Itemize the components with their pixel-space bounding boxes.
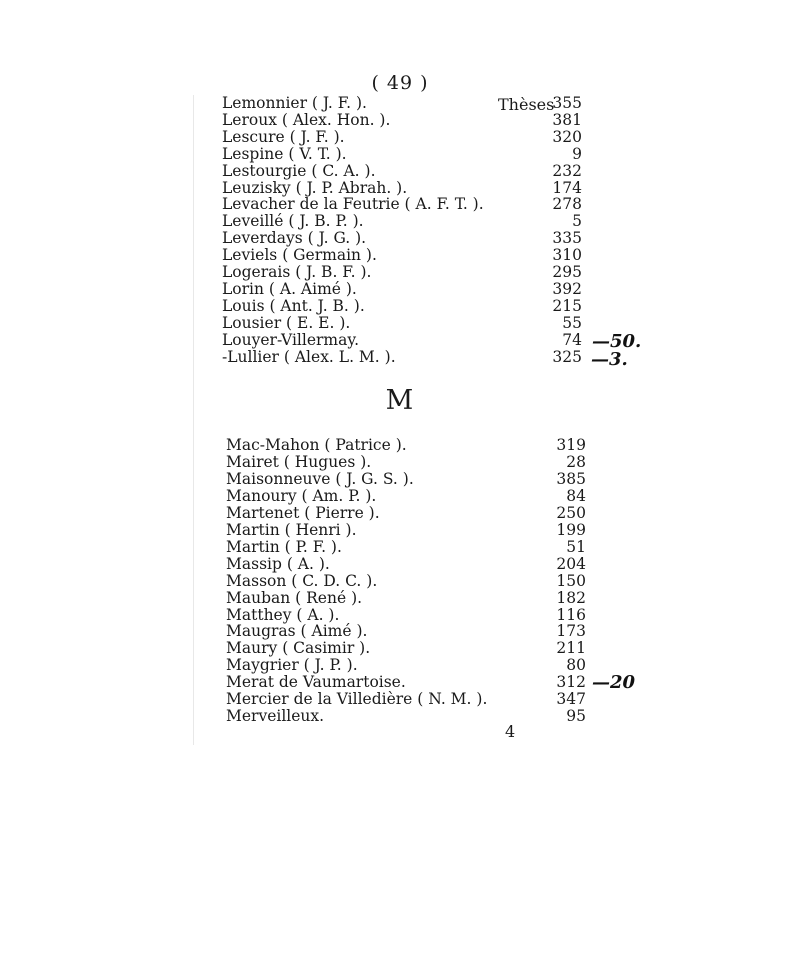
entry-name: Lestourgie ( C. A. ). [222, 161, 376, 180]
entry-name: Masson ( C. D. C. ). [226, 571, 378, 590]
entry-name: Mercier de la Villedière ( N. M. ). [226, 690, 488, 709]
entry-name: Lousier ( E. E. ). [222, 313, 351, 332]
index-entry [0, 112, 800, 129]
entry-number: 204 [556, 554, 586, 573]
index-entry [0, 590, 800, 607]
handwritten-annotation: —20 [592, 672, 636, 693]
index-entry [0, 573, 800, 590]
index-entry [0, 505, 800, 522]
index-entry [0, 607, 800, 624]
index-entry [0, 349, 800, 366]
index-entry [0, 471, 800, 488]
entry-name: Leverdays ( J. G. ). [222, 229, 367, 248]
entry-name: Lespine ( V. T. ). [222, 144, 347, 163]
entry-name: Martin ( Henri ). [226, 520, 357, 539]
entry-name: Maugras ( Aimé ). [226, 622, 368, 641]
entry-number: 319 [556, 436, 586, 454]
entry-name: Merveilleux. [226, 707, 325, 726]
index-entry [0, 230, 800, 247]
index-entry [0, 315, 800, 332]
index-entry [0, 522, 800, 539]
entry-number: 310 [552, 246, 582, 265]
entry-number: 95 [566, 707, 586, 726]
entry-name: Louyer-Villermay. [222, 330, 359, 349]
column-header: Thèses [498, 95, 555, 114]
entry-number: 347 [556, 690, 586, 709]
entry-name: Levacher de la Feutrie ( A. F. T. ). [222, 195, 484, 214]
entry-name: Mairet ( Hugues ). [226, 452, 372, 471]
entry-number: 182 [556, 588, 586, 607]
index-entry [0, 437, 800, 454]
entry-number: 55 [562, 313, 582, 332]
index-entry [0, 264, 800, 281]
index-entry [0, 623, 800, 640]
entry-number: 335 [552, 229, 582, 248]
entry-name: Lorin ( A. Aimé ). [222, 279, 357, 298]
entry-number: 295 [552, 263, 582, 281]
entry-name: Martin ( P. F. ). [226, 537, 342, 556]
entry-number: 250 [556, 503, 586, 522]
signature-mark: 4 [505, 722, 516, 741]
entry-number: 215 [552, 296, 582, 315]
entry-name: Leuzisky ( J. P. Abrah. ). [222, 178, 408, 197]
index-entry [0, 657, 800, 674]
entry-number: 150 [556, 571, 586, 590]
entry-name: Martenet ( Pierre ). [226, 503, 380, 522]
entry-number: 28 [566, 452, 586, 471]
index-entry [0, 454, 800, 471]
entry-number: 385 [556, 469, 586, 488]
index-entry [0, 556, 800, 573]
entry-name: Maury ( Casimir ). [226, 639, 371, 658]
section-letter: M [385, 385, 415, 416]
handwritten-annotation: —50. [592, 331, 642, 352]
entry-number: 278 [552, 195, 582, 214]
index-entry [0, 213, 800, 230]
index-entry [0, 332, 800, 349]
entry-number: 312 [556, 673, 586, 692]
entry-number: 381 [552, 110, 582, 129]
entry-number: 5 [572, 212, 582, 231]
entry-number: 51 [566, 537, 586, 556]
index-entry [0, 539, 800, 556]
index-entry [0, 95, 800, 112]
index-entry [0, 708, 800, 725]
index-entry [0, 298, 800, 315]
entry-number: 320 [552, 127, 582, 146]
entry-name: Louis ( Ant. J. B. ). [222, 296, 365, 315]
entry-name: Matthey ( A. ). [226, 605, 340, 624]
entry-name: Merat de Vaumartoise. [226, 673, 406, 692]
index-entry [0, 129, 800, 146]
entry-number: 9 [572, 144, 582, 163]
entry-name: Mauban ( René ). [226, 588, 363, 607]
entry-number: 173 [556, 622, 586, 641]
handwritten-annotation: —3. [591, 349, 628, 370]
entry-name: Lescure ( J. F. ). [222, 127, 345, 146]
entry-number: 392 [552, 279, 582, 298]
entry-number: 232 [552, 161, 582, 180]
entry-name: Logerais ( J. B. F. ). [222, 263, 372, 281]
entry-name: Massip ( A. ). [226, 554, 330, 573]
index-entry [0, 196, 800, 213]
entry-name: -Lullier ( Alex. L. M. ). [222, 347, 396, 366]
entry-number: 325 [552, 347, 582, 366]
index-entry [0, 674, 800, 691]
entry-number: 80 [566, 656, 586, 675]
entry-name: Maisonneuve ( J. G. S. ). [226, 469, 414, 488]
index-entry [0, 281, 800, 298]
index-entry [0, 163, 800, 180]
index-entry [0, 146, 800, 163]
entry-name: Maygrier ( J. P. ). [226, 656, 358, 675]
entry-number: 211 [556, 639, 586, 658]
entry-number: 355 [552, 94, 582, 112]
entry-name: Leroux ( Alex. Hon. ). [222, 110, 391, 129]
entry-name: Mac-Mahon ( Patrice ). [226, 436, 407, 454]
entry-name: Leveillé ( J. B. P. ). [222, 212, 364, 231]
entry-name: Manoury ( Am. P. ). [226, 486, 377, 505]
index-entry [0, 691, 800, 708]
entry-number: 116 [556, 605, 586, 624]
page-number: ( 49 ) [371, 72, 429, 94]
entry-number: 174 [552, 178, 582, 197]
index-entry [0, 640, 800, 657]
entry-number: 74 [562, 330, 582, 349]
entry-number: 84 [566, 486, 586, 505]
entry-number: 199 [556, 520, 586, 539]
index-entry [0, 488, 800, 505]
index-entry [0, 180, 800, 197]
entry-name: Lemonnier ( J. F. ). [222, 94, 367, 112]
entry-name: Leviels ( Germain ). [222, 246, 377, 265]
index-entry [0, 247, 800, 264]
